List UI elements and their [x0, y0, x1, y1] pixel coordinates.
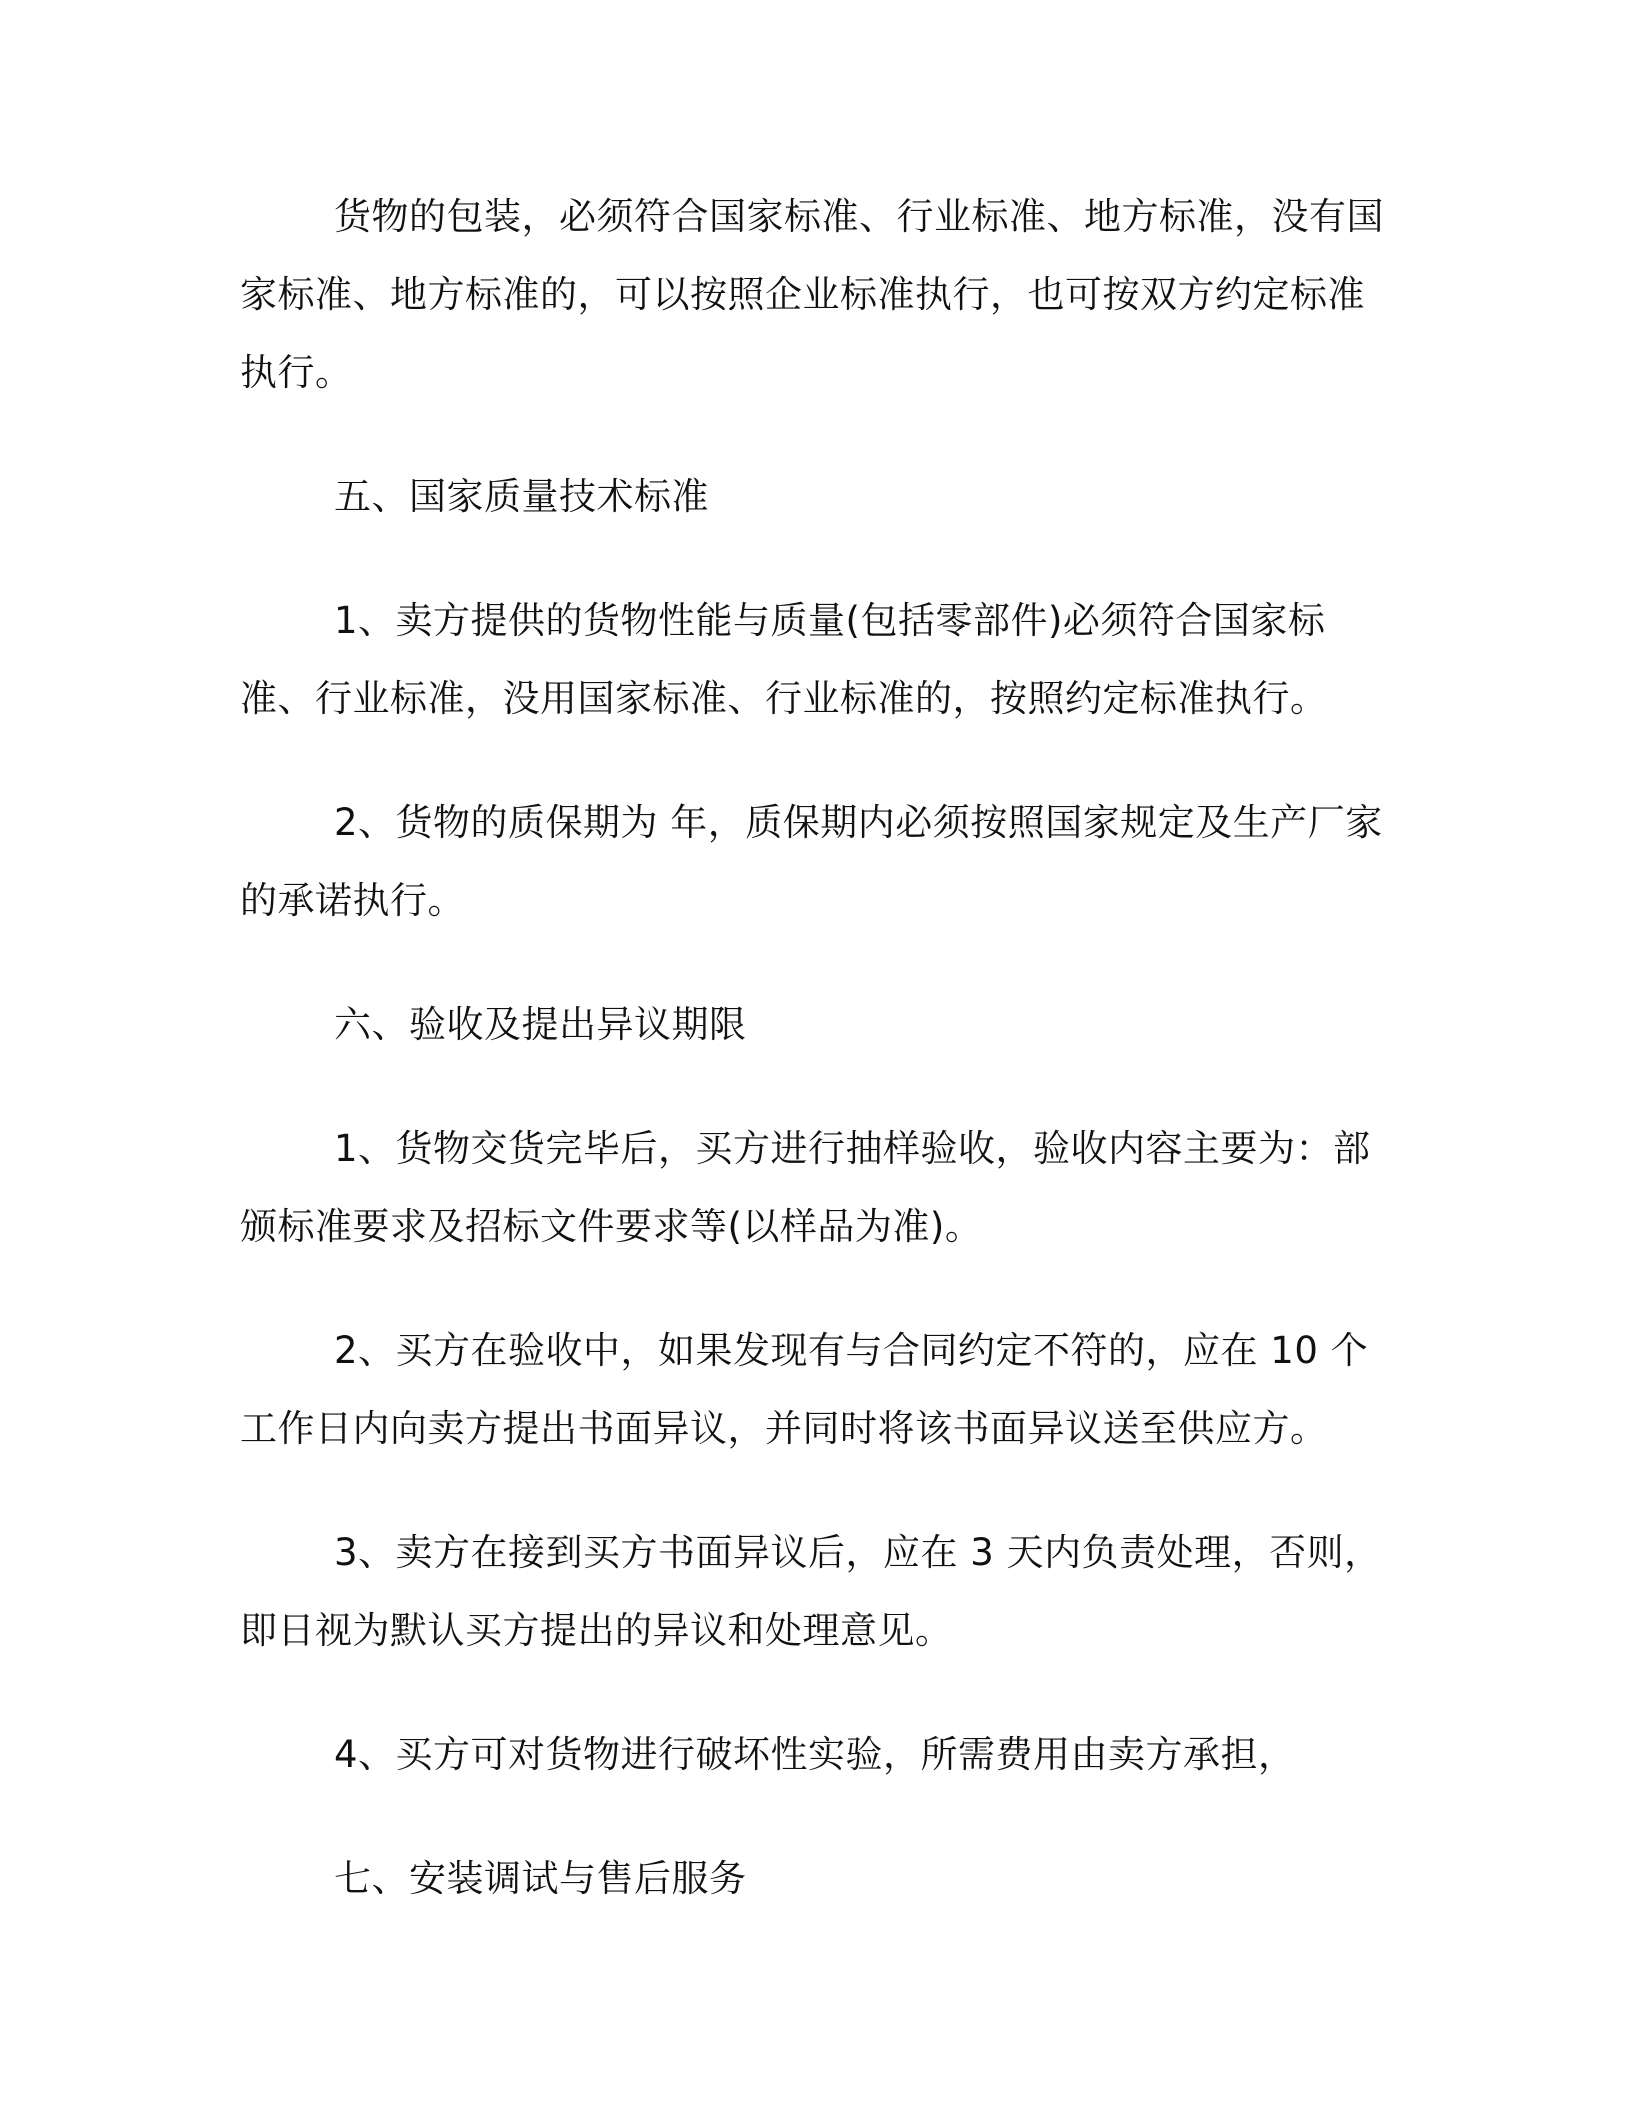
clause-5-1: 1、卖方提供的货物性能与质量(包括零部件)必须符合国家标准、行业标准，没用国家标准、行业标准的，按照约定标准执行。	[240, 599, 1328, 720]
clause-6-4: 4、买方可对货物进行破坏性实验，所需费用由卖方承担，	[334, 1733, 1296, 1776]
clause-6-2: 2、买方在验收中，如果发现有与合同约定不符的，应在 10 个工作日内向卖方提出书面异议，并同时将该书面异议送至供应方。	[240, 1329, 1369, 1450]
clause-6-3: 3、卖方在接到买方书面异议后，应在 3 天内负责处理，否则，即日视为默认买方提出的异议和处理意见。	[240, 1531, 1382, 1652]
document-body	[240, 178, 1388, 1964]
paragraph-packaging: 货物的包装，必须符合国家标准、行业标准、地方标准，没有国家标准、地方标准的，可以按照企业标准执行，也可按双方约定标准执行。	[240, 195, 1384, 394]
section-heading-5: 五、国家质量技术标准	[334, 475, 709, 518]
clause-6-1: 1、货物交货完毕后，买方进行抽样验收，验收内容主要为：部颁标准要求及招标文件要求等(以样品为准)。	[240, 1127, 1371, 1248]
clause-5-2: 2、货物的质保期为 年，质保期内必须按照国家规定及生产厂家的承诺执行。	[240, 801, 1383, 922]
section-heading-7: 七、安装调试与售后服务	[334, 1857, 747, 1900]
section-heading-6: 六、验收及提出异议期限	[334, 1003, 747, 1046]
